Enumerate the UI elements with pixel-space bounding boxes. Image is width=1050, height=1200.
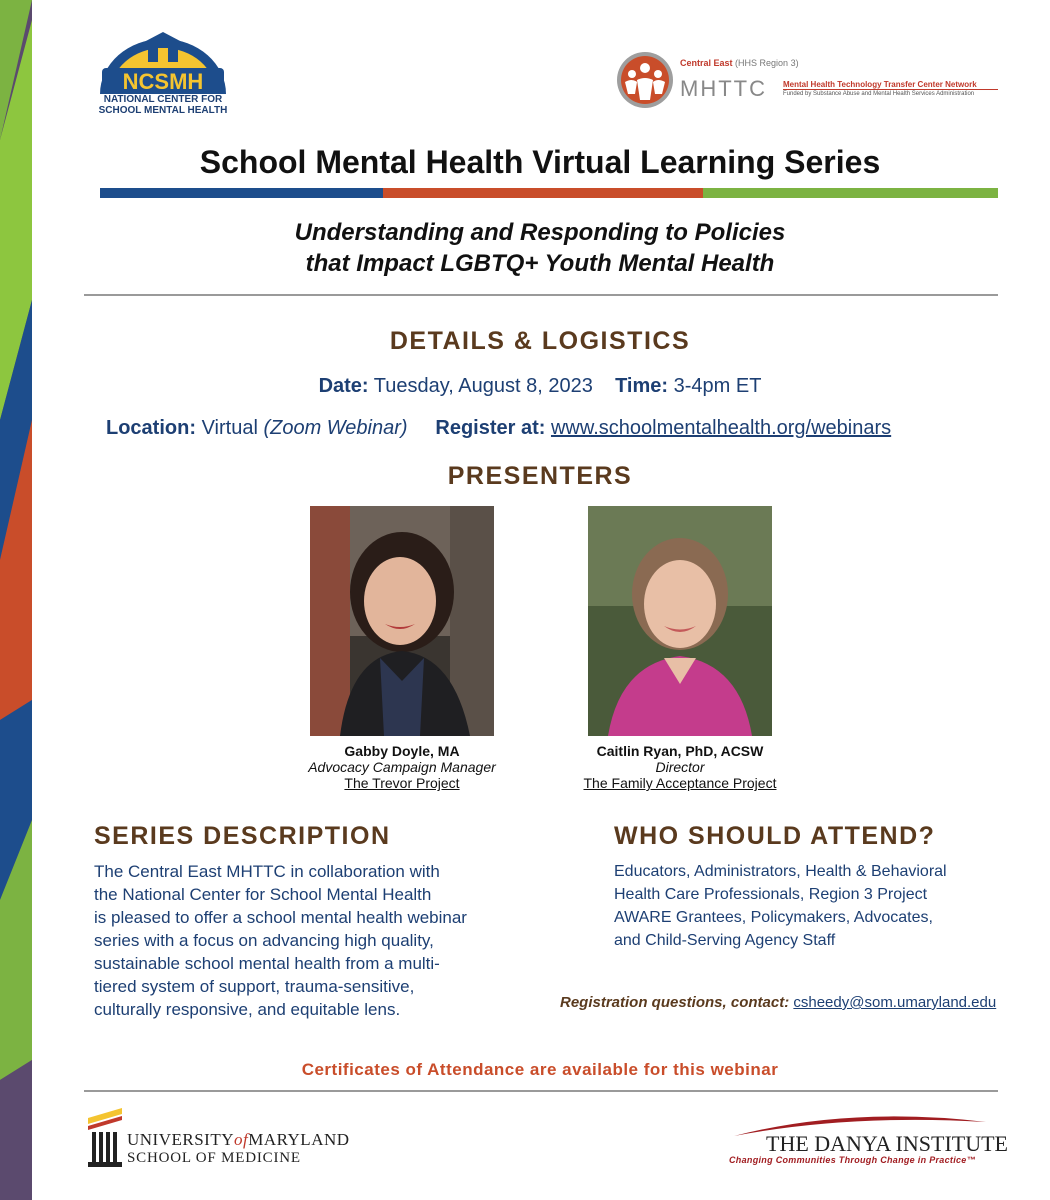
ncsmh-acronym: NCSMH [122, 69, 204, 94]
presenter-org-link[interactable]: The Trevor Project [344, 775, 460, 791]
presenter-card-1 [296, 743, 508, 791]
date-time-row [0, 375, 1050, 398]
presenter-name: Gabby Doyle, MA [344, 743, 460, 759]
mhttc-network: Mental Health Technology Transfer Center Network [783, 80, 977, 89]
series-heading: SERIES DESCRIPTION [94, 822, 391, 850]
location-note: (Zoom Webinar) [263, 417, 408, 439]
bar-orange [383, 188, 703, 198]
mhttc-acronym: MHTTC [680, 76, 767, 101]
bar-blue [100, 188, 383, 198]
umd-of: of [234, 1130, 249, 1149]
attend-list [614, 860, 1014, 952]
presenter-photo-gabby-doyle [310, 506, 494, 736]
bar-green [703, 188, 998, 198]
presenter-photo-caitlin-ryan [588, 506, 772, 736]
danya-tagline: Changing Communities Through Change in Practice™ [729, 1155, 976, 1165]
registration-contact [560, 994, 996, 1011]
presenters-heading: PRESENTERS [447, 462, 633, 490]
certificate-note: Certificates of Attendance are available for this webinar [301, 1060, 779, 1079]
subtitle-line2: that Impact LGBTQ+ Youth Mental Health [305, 250, 775, 277]
location-register-row [106, 417, 891, 440]
location-label: Location: [106, 417, 196, 439]
umd-school: SCHOOL OF MEDICINE [127, 1150, 301, 1166]
presenter-name: Caitlin Ryan, PhD, ACSW [596, 743, 764, 759]
date-value: Tuesday, August 8, 2023 [373, 375, 593, 397]
mhttc-region-note: (HHS Region 3) [735, 58, 799, 68]
presenter-role: Advocacy Campaign Manager [308, 759, 496, 775]
mhttc-funding: Funded by Substance Abuse and Mental Health Services Administration [783, 91, 975, 97]
series-line: culturally responsive, and equitable lens. [94, 1000, 401, 1019]
mhttc-logo-icon [615, 50, 675, 110]
mhttc-divider [783, 89, 998, 90]
time-label: Time: [615, 375, 669, 397]
umd-name [127, 1130, 350, 1150]
series-line: sustainable school mental health from a multi- [94, 954, 440, 973]
presenter-card-2 [560, 743, 800, 791]
attend-line: and Child-Serving Agency Staff [614, 932, 836, 949]
umd-university: UNIVERSITY [127, 1130, 234, 1149]
presenter-role: Director [655, 759, 705, 775]
registration-label: Registration questions, contact: [560, 994, 790, 1011]
ncsmh-line1: NATIONAL CENTER FOR [103, 94, 223, 105]
ncsmh-line2: SCHOOL MENTAL HEALTH [98, 105, 228, 116]
danya-name: THE DANYA INSTITUTE [766, 1131, 1008, 1156]
attend-heading: WHO SHOULD ATTEND? [614, 822, 936, 850]
attend-line: Health Care Professionals, Region 3 Project [614, 886, 928, 903]
mhttc-region [680, 58, 799, 68]
page-title: School Mental Health Virtual Learning Series [199, 144, 881, 180]
umd-shield-icon [88, 1108, 122, 1170]
series-description [94, 860, 534, 1021]
mhttc-region-name: Central East [680, 58, 733, 68]
series-line: The Central East MHTTC in collaboration with [94, 862, 440, 881]
tricolor-bar [100, 188, 998, 198]
series-line: the National Center for School Mental Health [94, 885, 432, 904]
subtitle-line1: Understanding and Responding to Policies [294, 219, 786, 246]
location-value: Virtual [201, 417, 258, 439]
presenter-org-link[interactable]: The Family Acceptance Project [583, 775, 777, 791]
details-heading: DETAILS & LOGISTICS [389, 327, 691, 355]
register-label: Register at: [435, 417, 546, 439]
attend-line: Educators, Administrators, Health & Behavioral [614, 863, 947, 880]
webinar-subtitle [0, 217, 1050, 279]
registration-email-link[interactable]: csheedy@som.umaryland.edu [793, 994, 997, 1011]
series-line: tiered system of support, trauma-sensitive, [94, 977, 415, 996]
umd-maryland: MARYLAND [248, 1130, 350, 1149]
divider-top [84, 294, 998, 296]
series-line: is pleased to offer a school mental health webinar [94, 908, 467, 927]
divider-bottom [84, 1090, 998, 1092]
time-value: 3-4pm ET [673, 375, 762, 397]
attend-line: AWARE Grantees, Policymakers, Advocates, [614, 909, 933, 926]
register-link[interactable]: www.schoolmentalhealth.org/webinars [550, 417, 892, 439]
ncsmh-subtitle [88, 94, 238, 116]
series-line: series with a focus on advancing high quality, [94, 931, 434, 950]
date-label: Date: [318, 375, 369, 397]
